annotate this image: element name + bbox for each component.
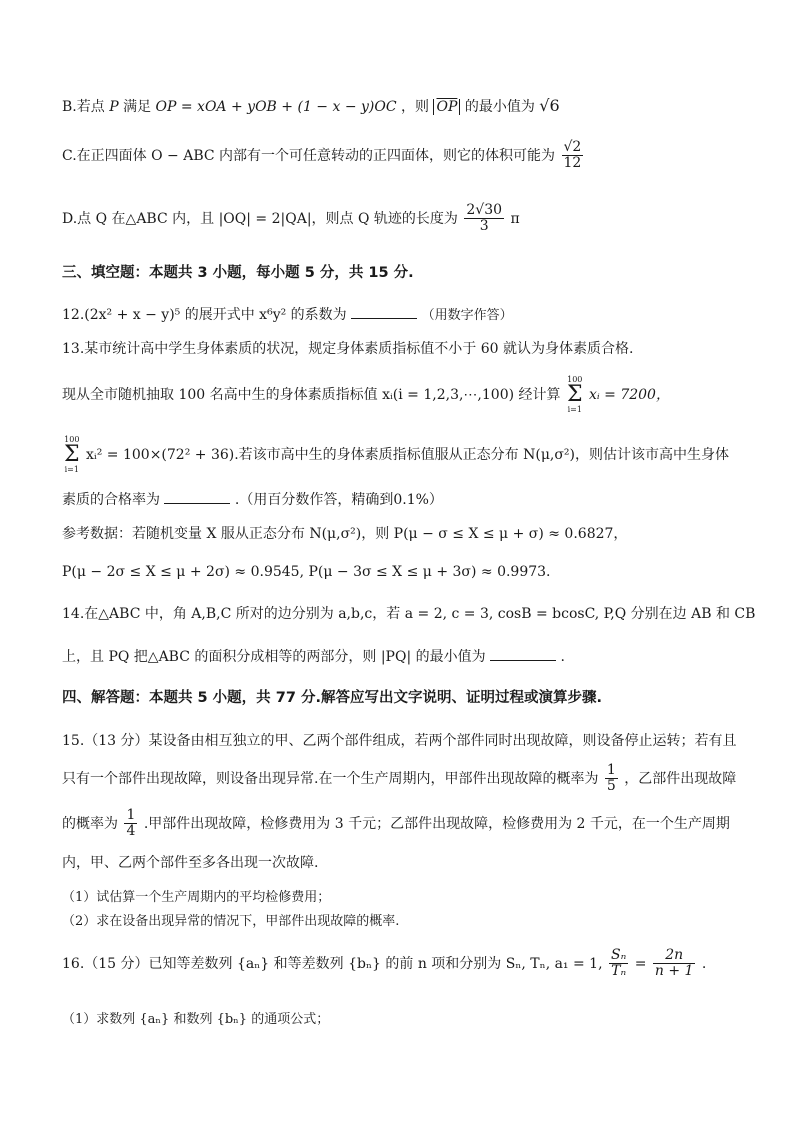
summation-symbol (567, 376, 583, 414)
option-d-text: D.点 Q 在△ABC 内，且 |OQ| = 2|QA|，则点 Q 轨迹的长度为 (62, 210, 458, 227)
q15-line3-b: .甲部件出现故障，检修费用为 3 千元；乙部件出现故障，检修费用为 2 千元，在一个生产周期 (143, 815, 730, 832)
question-13-line-3 (62, 436, 729, 474)
question-13-line-4 (62, 493, 443, 507)
q14-line2-tail: . (560, 649, 565, 665)
q13-line3: xᵢ² = 100×(72² + 36).若该市高中生的身体素质指标值服从正态分布 N(μ,σ²)，则估计该市高中生身体 (86, 447, 730, 463)
ratio-fraction (609, 948, 628, 980)
question-15-sub-2: （2）求在设备出现异常的情况下，甲部件出现故障的概率. (62, 914, 400, 929)
option-b-tail: 的最小值为 (464, 99, 535, 115)
fraction-numerator: 2√30 (466, 202, 503, 218)
q13-line2-a: 现从全市随机抽取 100 名高中生的身体素质指标值 xᵢ(i = 1,2,3,⋯,100) 经计算 (62, 387, 561, 403)
probability-fraction-b (124, 808, 137, 840)
q13-line4: 素质的合格率为 (62, 492, 160, 508)
sum-lower: i=1 (64, 465, 79, 474)
sigma-icon: Σ (64, 442, 80, 467)
sigma-icon: Σ (566, 382, 583, 407)
option-b-answer: √6 (539, 96, 560, 115)
fraction-numerator: Sₙ (611, 947, 627, 963)
probability-fraction-a (605, 763, 618, 795)
q15-line2-a: 只有一个部件出现故障，则设备出现异常.在一个生产周期内，甲部件出现故障的概率为 (62, 770, 599, 787)
fraction-denominator: 5 (606, 778, 616, 795)
sum-upper: 100 (567, 375, 583, 384)
vector-op-magnitude: $\overline{OP}$ (433, 99, 460, 115)
fraction-denominator: 4 (126, 823, 136, 840)
q12-tail: （用数字作答） (421, 308, 513, 323)
option-c-text: C.在正四面体 O − ABC 内部有一个可任意转动的正四面体，则它的体积可能为 (62, 147, 556, 164)
q15-line2-b: ，乙部件出现故障 (624, 770, 737, 787)
fraction-numerator: 1 (126, 807, 136, 823)
fraction-denominator: n + 1 (654, 963, 694, 980)
q14-line2: 上，且 PQ 把△ABC 的面积分成相等的两部分，则 |PQ| 的最小值为 (62, 649, 486, 665)
option-b (62, 98, 560, 114)
fraction-denominator: Tₙ (611, 963, 627, 980)
question-13-line-1: 13.某市统计高中学生身体素质的状况，规定身体素质指标值不小于 60 就认为身体素质合格. (62, 341, 634, 357)
point-p: P (109, 99, 119, 115)
fraction-numerator: √2 (563, 139, 582, 155)
q15-line3-a: 的概率为 (62, 815, 118, 832)
option-d-pi: π (510, 210, 520, 227)
q13-line2-b: xᵢ = 7200， (588, 387, 670, 403)
answer-blank (164, 503, 230, 504)
sum-lower: i=1 (567, 405, 582, 414)
question-15-line-4: 内，甲、乙两个部件至多各出现一次故障. (62, 855, 319, 871)
option-d (62, 203, 520, 235)
answer-blank (490, 660, 556, 661)
question-12 (62, 308, 513, 322)
fraction-numerator: 2n (653, 948, 696, 964)
option-b-satisfies: 满足 (123, 99, 152, 115)
fraction-denominator: 3 (479, 218, 489, 235)
equals-sign: = (634, 955, 647, 972)
option-c-fraction (562, 140, 584, 172)
q16-line1-a: 16.（15 分）已知等差数列 {aₙ} 和等差数列 {bₙ} 的前 n 项和分别为 Sₙ, Tₙ, a₁ = 1, (62, 955, 603, 972)
question-13-line-2 (62, 376, 670, 414)
sum-upper: 100 (64, 435, 80, 444)
question-15-line-3 (62, 808, 730, 840)
option-b-label: B.若点 (62, 99, 105, 115)
option-d-fraction (464, 203, 504, 235)
question-15-sub-1: （1）试估算一个生产周期内的平均检修费用； (62, 890, 331, 905)
reference-data-line-1: 参考数据：若随机变量 X 服从正态分布 N(μ,σ²)，则 P(μ − σ ≤ X ≤ μ + σ) ≈ 0.6827， (62, 526, 628, 542)
option-c (62, 140, 585, 172)
q16-line1-b: . (701, 955, 707, 972)
ratio-value-fraction (653, 948, 696, 980)
question-15-line-2 (62, 763, 736, 795)
section-heading-solutions: 四、解答题：本题共 5 小题，共 77 分.解答应写出文字说明、证明过程或演算步骤. (62, 690, 602, 706)
question-15-line-1: 15.（13 分）某设备由相互独立的甲、乙两个部件组成，若两个部件同时出现故障，则设备停止运转；若有且 (62, 733, 737, 749)
question-16-line-1 (62, 948, 706, 980)
q13-line4-tail: .（用百分数作答，精确到0.1%） (234, 492, 443, 508)
question-16-sub-1: （1）求数列 {aₙ} 和数列 {bₙ} 的通项公式； (62, 1012, 330, 1027)
question-14-line-1: 14.在△ABC 中，角 A,B,C 所对的边分别为 a,b,c，若 a = 2, c = 3, cosB = bcosC, P,Q 分别在边 AB 和 CB (62, 606, 756, 622)
question-14-line-2 (62, 650, 565, 664)
section-heading-fill-in: 三、填空题：本题共 3 小题，每小题 5 分，共 15 分. (62, 265, 414, 281)
answer-blank (351, 318, 417, 319)
summation-symbol (64, 436, 80, 474)
option-b-then: ，则 (401, 99, 430, 115)
fraction-numerator: 1 (606, 762, 616, 778)
vector-equation: OP = xOA + yOB + (1 − x − y)OC (155, 99, 397, 115)
q12-text: 12.(2x² + x − y)⁵ 的展开式中 x⁶y² 的系数为 (62, 307, 347, 323)
fraction-denominator: 12 (563, 155, 582, 172)
reference-data-line-2: P(μ − 2σ ≤ X ≤ μ + 2σ) ≈ 0.9545, P(μ − 3σ ≤ X ≤ μ + 3σ) ≈ 0.9973. (62, 564, 551, 580)
